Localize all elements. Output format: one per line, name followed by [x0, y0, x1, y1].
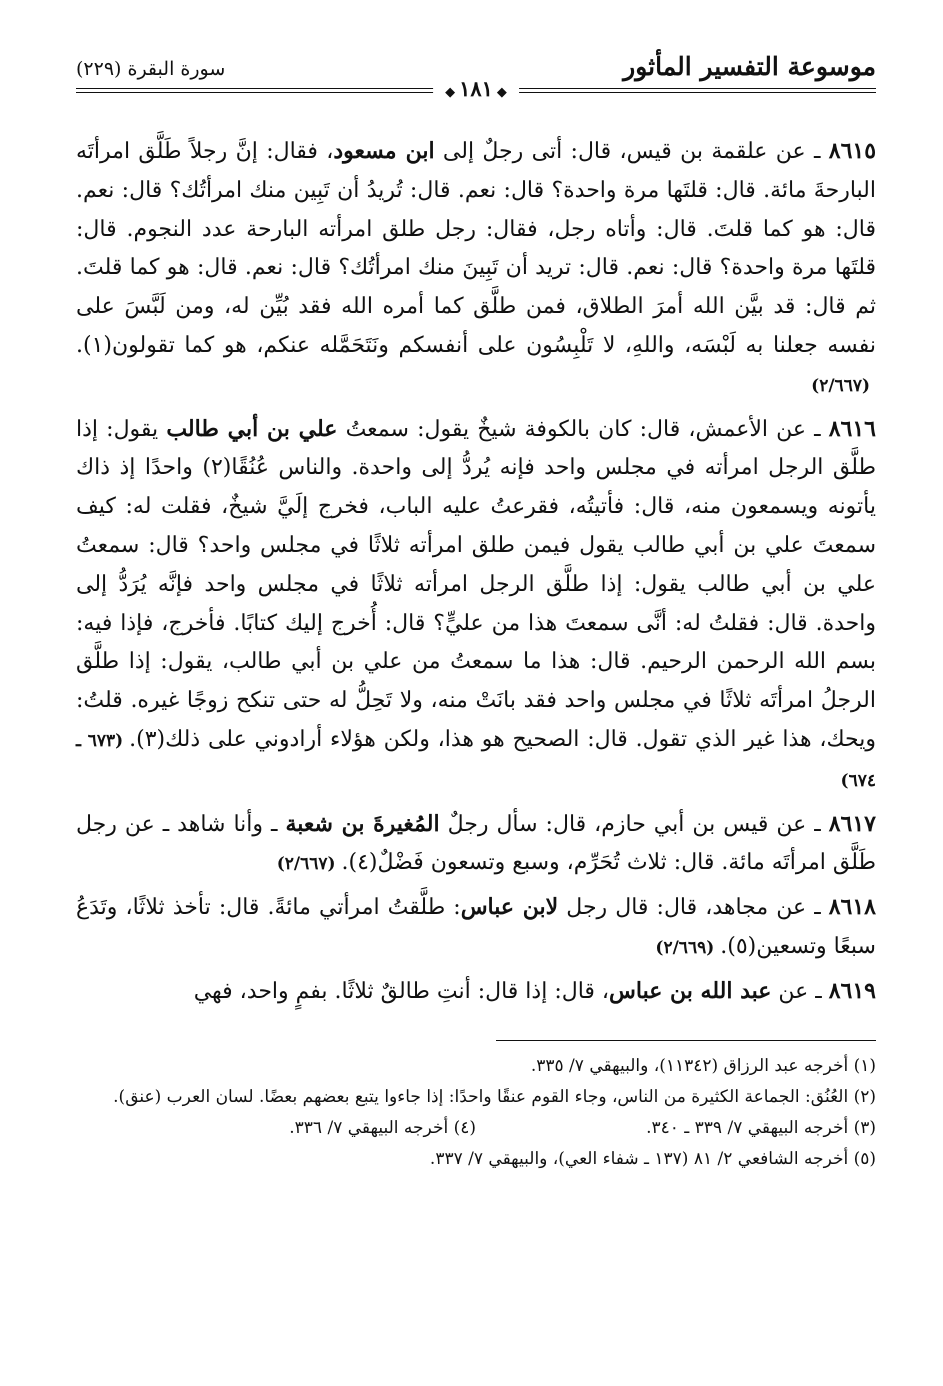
- cross-reference: (٢/٦٦٧): [811, 375, 870, 396]
- footnote: (٤) أخرجه البيهقي ٧/ ٣٣٦.: [289, 1117, 476, 1138]
- narration-number: ٨٦١٩: [828, 977, 876, 1004]
- narration-text: ـ عن علقمة بن قيس، قال: أتى رجلٌ إلى: [434, 139, 829, 164]
- narration-text: ، فقال: إنَّ رجلاً طَلَّق امرأتَه البارحةَ مائة. قال: قلتَها مرة واحدة؟ قال: نعم. قال: تُريدُ أن تَبِين منك امرأتُك؟ قال: نعم. قال: هو كما قلتَ. قال: وأتاه رجل، فقال: رجل طلق امرأته البارحة عدد النجوم. قال: قلتَها مرة واحدة؟ قال: نعم. قال: تريد أن تَبِينَ منك امرأتُك؟ قال: نعم. قال: هو كما قلتَ. ثم قال: قد بيَّن الله أمرَ الطلاق، فمن طلَّق كما أمره الله فقد بُيِّن له، ومن لَبَّسَ على نفسه جعلنا به لَبْسَه، واللهِ، لا تَلْبِسُون على أنفسكم ونَتَحَمَّله عنكم، هو كما تقولون(١).: [76, 139, 877, 358]
- narration-number: ٨٦١٨: [828, 894, 876, 921]
- footnote: (٣) أخرجه البيهقي ٧/ ٣٣٩ ـ ٣٤٠.: [646, 1117, 876, 1138]
- page-number-box: [433, 76, 519, 101]
- cross-reference: (٦٧٣ ـ ٦٧٤): [76, 730, 876, 791]
- narrator-name: المُغيرةَ بن شعبة: [285, 810, 440, 837]
- page-number: ١٨١: [459, 76, 493, 101]
- narration-entry: [76, 410, 876, 801]
- footnote-row: [76, 1113, 876, 1144]
- narration-number: ٨٦١٦: [828, 415, 876, 442]
- narration-text: : طلَّقتُ امرأتي مائةً. قال: تأخذ ثلاثًا، وتَدَعُ سبعًا وتسعين(٥).: [76, 895, 876, 959]
- footnote: (٢) العُنُق: الجماعة الكثيرة من الناس، وجاء القوم عنقًا واحدًا: إذا جاءوا يتبع بعضهم بعضًا. لسان العرب (عنق).: [113, 1086, 876, 1107]
- narrator-name: ابن مسعود: [333, 138, 435, 164]
- cross-reference: (٢/٦٦٧): [276, 854, 336, 875]
- narration-text: ـ عن الأعمش، قال: كان بالكوفة شيخٌ يقول: سمعتُ: [337, 416, 829, 442]
- cross-reference: (٢/٦٦٩): [655, 937, 715, 958]
- narration-text: ، قال: إذا قال: أنتِ طالقٌ ثلاثًا. بفمٍ واحد، فهي: [193, 978, 610, 1004]
- main-text: [76, 132, 876, 1012]
- narration-text: ـ عن: [771, 978, 829, 1004]
- ornament-icon: ◆: [496, 85, 507, 100]
- narration-text: يقول: إذا طلَّق الرجل امرأته في مجلس واحد فإنه يُردُّ إلى واحدة. والناس عُنُقًا(٢) واحدًا إذ ذاك يأتونه ويسمعون منه، قال: فأتيتُه، فقرعتُ عليه الباب، فخرج إلَيَّ شيخٌ، فقلت له: كيف سمعتَ علي بن أبي طالب يقول فيمن طلق امرأته ثلاثًا في مجلس واحد؟ قال: سمعتُ علي بن أبي طالب يقول: إذا طلَّق الرجل امرأته ثلاثًا في مجلس واحد فإنَّه يُرَدُّ إلى واحدة. قال: فقلتُ له: أنَّى سمعتَ هذا من عليٍّ؟ قال: أُخرج إليك كتابًا. فأخرج، فإذا فيه: بسم الله الرحمن الرحيم. قال: هذا ما سمعتُ من علي بن أبي طالب، يقول: إذا طلَّق الرجلُ امرأتَه ثلاثًا في مجلس واحد فقد بانَتْ منه، ولا تَحِلُّ له حتى تنكح زوجًا غيره. قلتُ: ويحك، هذا غير الذي تقول. قال: الصحيح هو هذا، ولكن هؤلاء أرادوني على ذلك(٣).: [76, 416, 877, 752]
- narration-entry: [76, 888, 876, 968]
- narration-text: ـ وأنا شاهد ـ عن رجل طَلَّق امرأتَه مائة. قال: ثلاث تُحَرِّم، وسبع وتسعون فَضْلٌ(٤).: [76, 811, 876, 876]
- document-page: [76, 52, 876, 1175]
- footnotes: [76, 1051, 876, 1175]
- narration-entry: [76, 805, 876, 885]
- narration-entry: [76, 132, 876, 406]
- narrator-name: لابن عباس: [460, 894, 559, 921]
- narration-number: ٨٦١٧: [828, 810, 876, 837]
- narration-entry: [76, 972, 876, 1012]
- narrator-name: علي بن أبي طالب: [166, 415, 338, 442]
- book-title: موسوعة التفسير المأثور: [623, 52, 876, 81]
- surah-title: سورة البقرة (٢٢٩): [76, 58, 226, 80]
- narration-text: ـ عن قيس بن أبي حازم، قال: سأل رجلٌ: [439, 811, 829, 837]
- page-header: [76, 52, 876, 101]
- ornament-icon: ◆: [445, 85, 456, 100]
- footnote: (٥) أخرجه الشافعي ٢/ ٨١ (١٣٧ ـ شفاء العي)، والبيهقي ٧/ ٣٣٧.: [429, 1148, 876, 1169]
- narration-number: ٨٦١٥: [828, 138, 877, 164]
- narrator-name: عبد الله بن عباس: [609, 977, 772, 1004]
- footnote-divider: [496, 1040, 876, 1041]
- footnote: (١) أخرجه عبد الرزاق (١١٣٤٢)، والبيهقي ٧/ ٣٣٥.: [530, 1055, 876, 1076]
- narration-text: ـ عن مجاهد، قال: قال رجل: [558, 895, 829, 921]
